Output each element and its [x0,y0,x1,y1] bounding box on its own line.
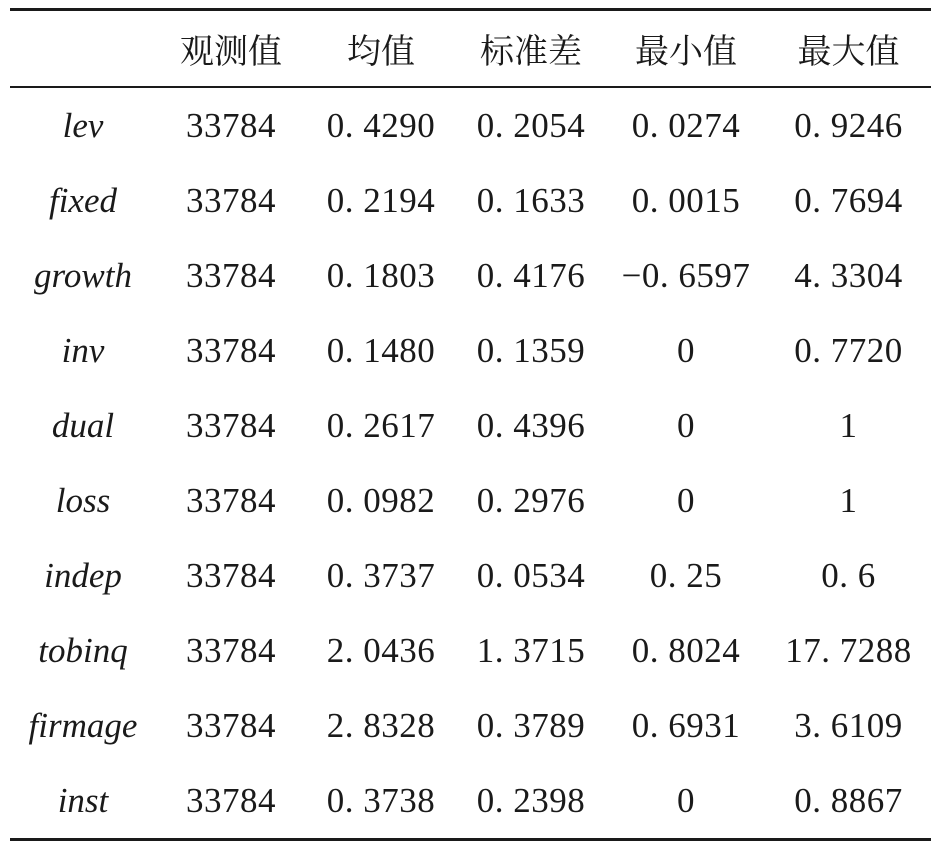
cell-min: 0 [677,780,695,820]
cell-observations: 33784 [186,405,276,445]
cell-mean: 0. 3737 [326,555,436,595]
cell-std: 0. 4176 [476,255,586,295]
table-row [10,538,931,613]
row-variable-name: inv [61,330,105,370]
descriptive-stats-table-wrapper [10,8,931,841]
header-cell-observations: 观测值 [180,32,282,72]
cell-min: 0 [677,330,695,370]
cell-mean: 0. 3738 [326,780,436,820]
cell-max: 3. 6109 [794,705,903,745]
cell-std: 0. 1633 [476,180,586,220]
header-cell-max: 最大值 [797,32,900,72]
cell-min: 0. 6931 [631,705,741,745]
row-variable-name: firmage [28,705,138,745]
cell-std: 0. 2398 [476,780,586,820]
table-row [10,763,931,840]
cell-max: 0. 7720 [794,330,903,370]
row-variable-name: inst [57,780,109,820]
row-variable-name: indep [44,555,122,595]
cell-std: 0. 0534 [476,555,586,595]
cell-min: 0 [677,405,695,445]
header-row [10,10,931,88]
table-header [10,10,931,88]
cell-max: 1 [839,405,858,445]
row-variable-name: loss [55,480,111,520]
cell-mean: 2. 0436 [326,630,436,670]
table-row [10,238,931,313]
cell-mean: 2. 8328 [326,705,436,745]
cell-min: −0. 6597 [621,255,751,295]
cell-observations: 33784 [186,480,276,520]
cell-observations: 33784 [186,105,276,145]
cell-std: 0. 4396 [476,405,586,445]
cell-observations: 33784 [186,630,276,670]
header-cell-min: 最小值 [635,32,737,72]
cell-mean: 0. 1480 [326,330,436,370]
cell-mean: 0. 0982 [326,480,436,520]
cell-max: 17. 7288 [785,630,912,670]
cell-min: 0. 25 [649,555,723,595]
row-variable-name: growth [34,255,132,295]
cell-max: 1 [839,480,858,520]
table-row [10,463,931,538]
cell-observations: 33784 [186,780,276,820]
table-row [10,87,931,163]
cell-max: 0. 8867 [794,780,903,820]
cell-std: 0. 2976 [476,480,586,520]
cell-observations: 33784 [186,705,276,745]
cell-observations: 33784 [186,330,276,370]
cell-max: 0. 6 [821,555,876,595]
cell-mean: 0. 2617 [326,405,436,445]
header-cell-std: 标准差 [480,32,582,72]
row-variable-name: tobinq [38,630,128,670]
cell-max: 0. 7694 [794,180,903,220]
descriptive-stats-table [10,8,931,841]
table-body [10,87,931,840]
table-row [10,688,931,763]
table-row [10,313,931,388]
cell-min: 0 [677,480,695,520]
cell-max: 0. 9246 [794,105,903,145]
cell-std: 1. 3715 [476,630,586,670]
table-row [10,613,931,688]
cell-mean: 0. 2194 [326,180,436,220]
cell-observations: 33784 [186,555,276,595]
cell-max: 4. 3304 [794,255,903,295]
cell-min: 0. 0274 [631,105,741,145]
cell-std: 0. 1359 [476,330,586,370]
table-row [10,163,931,238]
cell-mean: 0. 4290 [326,105,436,145]
row-variable-name: fixed [48,180,118,220]
row-variable-name: lev [62,105,104,145]
header-cell-mean: 均值 [347,32,415,72]
cell-std: 0. 2054 [476,105,586,145]
cell-min: 0. 0015 [631,180,741,220]
table-row [10,388,931,463]
cell-min: 0. 8024 [631,630,741,670]
cell-mean: 0. 1803 [326,255,436,295]
cell-observations: 33784 [186,180,276,220]
header-cell-variable [10,10,156,88]
cell-std: 0. 3789 [476,705,586,745]
cell-observations: 33784 [186,255,276,295]
row-variable-name: dual [51,405,115,445]
